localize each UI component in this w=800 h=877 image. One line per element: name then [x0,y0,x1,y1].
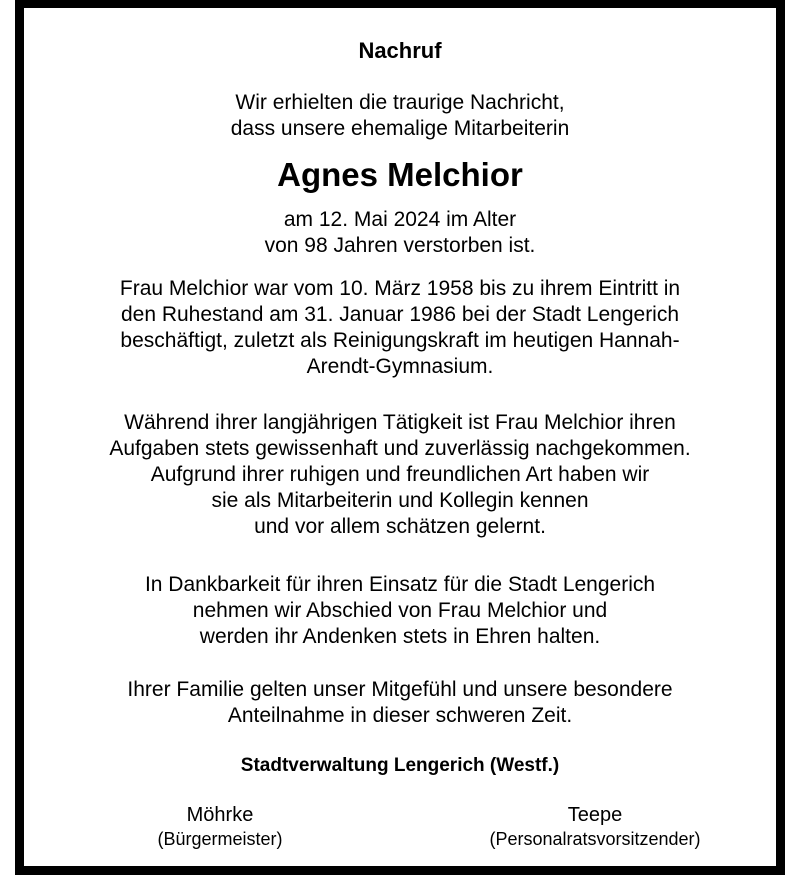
tribute-line: Aufgrund ihrer ruhigen und freundlichen Art haben wir [150,463,650,486]
condolence-line: Anteilnahme in dieser schweren Zeit. [227,704,573,727]
career-paragraph [24,276,776,380]
signer-staff-council-chair [470,803,720,851]
tribute-line: sie als Mitarbeiterin und Kollegin kennen [211,489,589,512]
signer-mayor [130,803,310,851]
tribute-paragraph [24,410,776,540]
death-line: am 12. Mai 2024 im Alter [283,208,517,231]
signer-name: Teepe [567,804,623,826]
tribute-line: und vor allem schätzen gelernt. [254,515,546,538]
career-line: Frau Melchior war vom 10. März 1958 bis zu ihrem Eintritt in [119,277,681,300]
farewell-line: werden ihr Andenken stets in Ehren halten. [199,625,601,648]
intro-paragraph [24,90,776,142]
obituary-frame [15,0,785,875]
signer-name: Möhrke [186,804,254,826]
deceased-name: Agnes Melchior [277,156,523,193]
organization-name: Stadtverwaltung Lengerich (Westf.) [240,755,560,776]
farewell-line: nehmen wir Abschied von Frau Melchior und [192,599,608,622]
tribute-line: Aufgaben stets gewissenhaft und zuverlässig nachgekommen. [109,437,691,460]
death-paragraph [24,207,776,259]
intro-line: Wir erhielten die traurige Nachricht, [235,91,565,114]
signer-role: (Bürgermeister) [157,829,283,849]
tribute-line: Während ihrer langjährigen Tätigkeit ist Frau Melchior ihren [124,411,676,434]
career-line: den Ruhestand am 31. Januar 1986 bei der Stadt Lengerich [120,303,680,326]
intro-line: dass unsere ehemalige Mitarbeiterin [230,117,570,140]
obituary-title: Nachruf [358,38,442,63]
farewell-line: In Dankbarkeit für ihren Einsatz für die Stadt Lengerich [144,573,656,596]
signer-role: (Personalratsvorsitzender) [489,829,701,849]
condolence-line: Ihrer Familie gelten unser Mitgefühl und unsere besondere [127,678,673,701]
farewell-paragraph [24,572,776,650]
career-line: Arendt-Gymnasium. [306,355,494,378]
death-line: von 98 Jahren verstorben ist. [264,234,536,257]
career-line: beschäftigt, zuletzt als Reinigungskraft im heutigen Hannah- [120,329,680,352]
condolence-paragraph [24,677,776,729]
